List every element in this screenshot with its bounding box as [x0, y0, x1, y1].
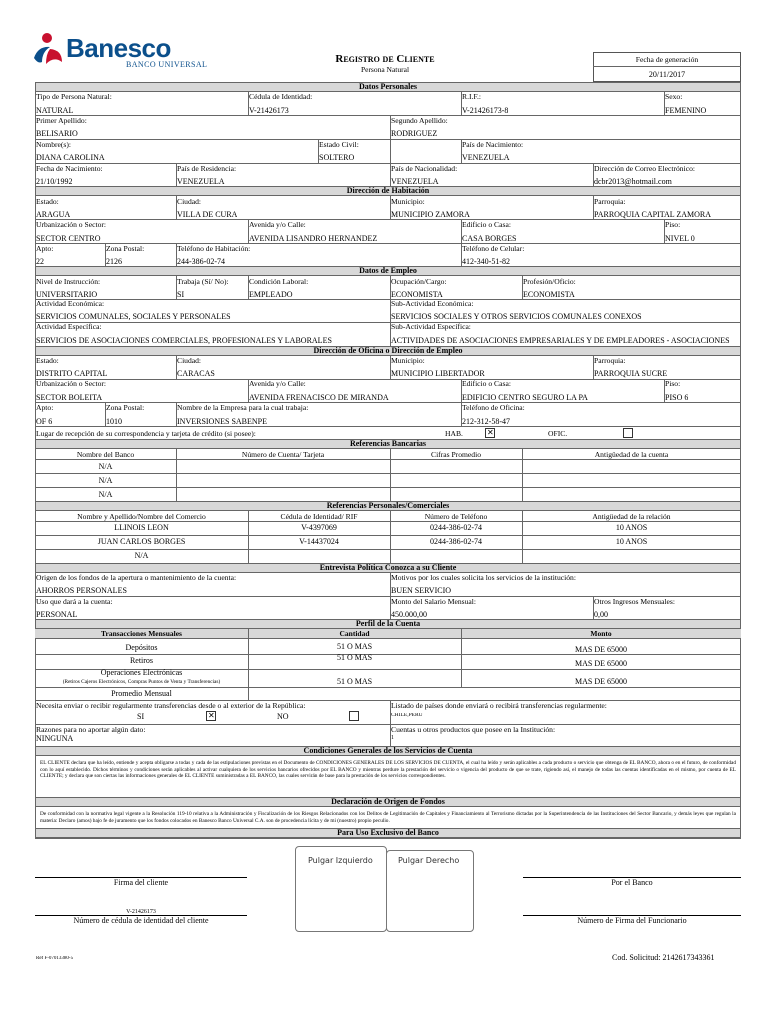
- perfil-header-monto: Monto: [590, 630, 612, 638]
- pers-ref-cell: 10 AÑOS: [615, 538, 648, 546]
- email-label: Dirección de Correo Electrónico:: [594, 165, 695, 173]
- ocupacion-label: Ocupación/Cargo:: [391, 278, 447, 286]
- especifica-label: Actividad Específica:: [36, 323, 102, 331]
- hab-municipio-label: Municipio:: [391, 198, 425, 206]
- pers-ref-cell: V-14437024: [299, 538, 339, 546]
- sexo-value: FEMENINO: [665, 107, 707, 115]
- hab-municipio-value: MUNICIPIO ZAMORA: [391, 211, 470, 219]
- hab-parroquia-value: PARROQUIA CAPITAL ZAMORA: [594, 211, 712, 219]
- recepcion-ofic-label: OFIC.: [548, 430, 568, 438]
- civil-label: Estado Civil:: [319, 141, 359, 149]
- pers-ref-header: Antigüedad de la relación: [592, 513, 671, 521]
- nombre-value: DIANA CAROLINA: [36, 154, 105, 162]
- uso-value: PERSONAL: [36, 611, 78, 619]
- ofi-tel-value: 212-312-58-47: [462, 418, 510, 426]
- razones-value: NINGUNA: [36, 735, 74, 743]
- nombre-label: Nombre(s):: [36, 141, 72, 149]
- salario-value: 450.000,00: [391, 611, 427, 619]
- pers-ref-cell: 0244-386-02-74: [430, 538, 482, 546]
- cedula-firma-label: Número de cédula de identidad del cliente: [73, 917, 209, 925]
- recepcion-hab-label: HAB.: [445, 430, 463, 438]
- banesco-logo-icon: [30, 32, 66, 72]
- perfil-header-cantidad: Cantidad: [339, 630, 370, 638]
- bank-ref-cell: N/A: [98, 477, 113, 485]
- recepcion-ofic-checkbox[interactable]: [623, 428, 633, 438]
- ofi-edificio-label: Edificio o Casa:: [462, 380, 511, 388]
- email-value: dcbr2013@hotmail.com: [594, 178, 672, 186]
- cedula-value: V-21426173: [249, 107, 289, 115]
- section-entrevista: Entrevista Política Conozca a su Cliente: [35, 563, 741, 573]
- ofi-piso-label: Piso:: [665, 380, 681, 388]
- subactividad-label: Sub-Actividad Económica:: [391, 300, 474, 308]
- hab-urb-value: SECTOR CENTRO: [36, 235, 101, 243]
- subespecifica-label: Sub-Actividad Específica:: [391, 323, 471, 331]
- section-banco: Para Uso Exclusivo del Banco: [35, 828, 741, 838]
- apellido1-label: Primer Apellido:: [36, 117, 87, 125]
- hab-tel-label: Teléfono de Habitación:: [177, 245, 251, 253]
- pers-ref-cell: 10 AÑOS: [615, 524, 648, 532]
- thumb-left-label: Pulgar Izquierdo: [308, 856, 373, 865]
- section-empleo: Datos de Empleo: [35, 266, 741, 276]
- perfil-trans-label: Depósitos: [125, 644, 158, 652]
- bank-ref-header: Número de Cuenta/ Tarjeta: [241, 451, 325, 459]
- instruccion-value: UNIVERSITARIO: [36, 291, 98, 299]
- firma-cliente-label: Firma del cliente: [113, 879, 169, 887]
- cedula-firma-value: V-21426173: [126, 909, 156, 915]
- pais-nac-label: País de Nacimiento:: [462, 141, 524, 149]
- ofi-empresa-value: INVERSIONES SABENPE: [177, 418, 268, 426]
- hab-piso-value: NIVEL 0: [665, 235, 695, 243]
- ofi-parroquia-value: PARROQUIA SUCRE: [594, 370, 668, 378]
- transferencias-no-checkbox[interactable]: [349, 711, 359, 721]
- hab-edificio-label: Edificio o Casa:: [462, 221, 511, 229]
- bank-ref-header: Antigüedad de la cuenta: [594, 451, 669, 459]
- ofi-apto-value: OF 6: [36, 418, 53, 426]
- transferencias-label: Necesita enviar o recibir regularmente transferencias desde o al exterior de la República:: [36, 702, 306, 710]
- hab-parroquia-label: Parroquia:: [594, 198, 626, 206]
- section-personales: Referencias Personales/Comerciales: [35, 501, 741, 511]
- tipo-label: Tipo de Persona Natural:: [36, 93, 112, 101]
- generation-date-label: Fecha de generación: [635, 56, 699, 64]
- hab-zona-label: Zona Postal:: [106, 245, 145, 253]
- apellido2-label: Segundo Apellido:: [391, 117, 448, 125]
- ocupacion-value: ECONOMISTA: [391, 291, 443, 299]
- transferencias-no-label: NO: [277, 713, 289, 721]
- tipo-value: NATURAL: [36, 107, 74, 115]
- ofi-urb-label: Urbanización o Sector:: [36, 380, 107, 388]
- razones-label: Razones para no aportar algún dato:: [36, 726, 146, 734]
- recepcion-hab-checkbox[interactable]: [485, 428, 495, 438]
- section-perfil: Perfil de la Cuenta: [35, 619, 741, 629]
- pers-ref-cell: N/A: [134, 552, 149, 560]
- perfil-monto: MÁS DE 65000: [574, 678, 627, 686]
- firma-funcionario-label: Número de Firma del Funcionario: [577, 917, 687, 925]
- section-habitacion: Dirección de Habitación: [35, 186, 741, 196]
- salario-label: Monto del Salario Mensual:: [391, 598, 476, 606]
- civil-value: SOLTERO: [319, 154, 355, 162]
- perfil-cantidad: 51 O MÁS: [336, 643, 373, 651]
- pers-ref-cell: 0244-386-02-74: [430, 524, 482, 532]
- checkbox-mark-icon: ✕: [487, 428, 494, 437]
- hab-edificio-value: CASA BORGES: [462, 235, 517, 243]
- ofi-zona-value: 1010: [106, 418, 122, 426]
- bank-ref-header: Nombre del Banco: [76, 451, 135, 459]
- brand-tagline: BANCO UNIVERSAL: [126, 61, 208, 69]
- ofi-estado-label: Estado:: [36, 357, 59, 365]
- pers-ref-cell: JUAN CARLOS BORGES: [97, 538, 186, 546]
- cuentas-value: 1: [391, 735, 394, 741]
- otros-ingresos-label: Otros Ingresos Mensuales:: [594, 598, 675, 606]
- hab-apto-value: 22: [36, 258, 44, 266]
- perfil-header-trans: Transacciones Mensuales: [101, 630, 182, 638]
- pais-res-label: País de Residencia:: [177, 165, 237, 173]
- ofi-municipio-label: Municipio:: [391, 357, 425, 365]
- nacionalidad-value: VENEZUELA: [391, 178, 439, 186]
- hab-estado-value: ARAGUA: [36, 211, 71, 219]
- subactividad-value: SERVICIOS SOCIALES Y OTROS SERVICIOS COMUNALES CONEXOS: [391, 313, 642, 321]
- paises-value: CHILE,PERU: [391, 713, 423, 718]
- ref-code: Ref F-07013380-5: [36, 956, 74, 961]
- hab-piso-label: Piso:: [665, 221, 681, 229]
- hab-estado-label: Estado:: [36, 198, 59, 206]
- bank-ref-cell: N/A: [98, 463, 113, 471]
- pais-res-value: VENEZUELA: [177, 178, 225, 186]
- checkbox-mark-icon: ✕: [208, 711, 215, 720]
- generation-date-value: 20/11/2017: [648, 71, 686, 79]
- rif-label: R.I.F.:: [462, 93, 482, 101]
- perfil-cantidad: 51 O MÁS: [336, 654, 373, 662]
- origen-label: Origen de los fondos de la apertura o mantenimiento de la cuenta:: [36, 574, 237, 582]
- actividad-value: SERVICIOS COMUNALES, SOCIALES Y PERSONALES: [36, 313, 231, 321]
- bank-ref-cell: N/A: [98, 491, 113, 499]
- section-bancarias: Referencias Bancarias: [35, 439, 741, 449]
- hab-zona-value: 2126: [106, 258, 122, 266]
- hab-tel-value: 244-386-02-74: [177, 258, 225, 266]
- pers-ref-cell: LLINOIS LEON: [114, 524, 169, 532]
- hab-cel-label: Teléfono de Celular:: [462, 245, 525, 253]
- origen-value: AHORROS PERSONALES: [36, 587, 127, 595]
- sexo-label: Sexo:: [665, 93, 683, 101]
- rif-value: V-21426173-8: [462, 107, 509, 115]
- hab-ciudad-label: Ciudad:: [177, 198, 202, 206]
- subespecifica-value: ACTIVIDADES DE ASOCIACIONES EMPRESARIALES Y DE EMPLEADORES - ASOCIACIONES: [391, 337, 730, 345]
- apellido1-value: BELISARIO: [36, 130, 78, 138]
- perfil-monto: MÁS DE 65000: [574, 646, 627, 654]
- pais-nac-value: VENEZUELA: [462, 154, 510, 162]
- ofi-apto-label: Apto:: [36, 404, 54, 412]
- ofi-tel-label: Teléfono de Oficina:: [462, 404, 525, 412]
- ofi-municipio-value: MUNICIPIO LIBERTADOR: [391, 370, 485, 378]
- profesion-value: ECONOMISTA: [523, 291, 575, 299]
- apellido2-value: RODRIGUEZ: [391, 130, 438, 138]
- ofi-avenida-label: Avenida y/o Calle:: [249, 380, 306, 388]
- condiciones-text: EL CLIENTE declara que ha leído, entiende y acepta obligarse a todas y cada de las estipulaciones previstas en el Documento de CONDICIONES GENERALES DE LOS SERVICIOS DE CUENTA, el cual ha leído y serán aplicables a cada producto o servicio que obtenga de EL BANCO, ahora o en el futuro, de conformidad con lo aquí establecido. Dichos términos y condiciones serán aplicables al activar cualquiera de los servicios bancarios ofrecidos por EL BANCO y mientras perdure la prestación del servicio o vigencia del producto de que se trate, rigiendo así, el manejo de todas las cuentas identificadas en el mismo, por cuenta de EL CLIENTE; y declara que son ciertas las informaciones generales de EL CLIENTE suministradas a EL BANCO, las cuales servirán de base para la prestación de los servicios correspondientes.: [40, 760, 736, 780]
- ofi-zona-label: Zona Postal:: [106, 404, 145, 412]
- ofi-piso-value: PISO 6: [665, 394, 689, 402]
- section-personal: Datos Personales: [35, 82, 741, 92]
- ofi-estado-value: DISTRITO CAPITAL: [36, 370, 108, 378]
- hab-cel-value: 412-340-51-82: [462, 258, 510, 266]
- bank-ref-header: Cifras Promedio: [431, 451, 481, 459]
- trabaja-value: SI: [177, 291, 185, 299]
- fecha-nac-value: 21/10/1992: [36, 178, 73, 186]
- perfil-monto: MÁS DE 65000: [574, 660, 627, 668]
- section-declaracion: Declaración de Origen de Fondos: [35, 797, 741, 807]
- transferencias-si-checkbox[interactable]: [206, 711, 216, 721]
- cuentas-label: Cuentas u otros productos que posee en la Institución:: [391, 726, 556, 734]
- otros-ingresos-value: 0,00: [594, 611, 608, 619]
- condicion-label: Condición Laboral:: [249, 278, 309, 286]
- uso-label: Uso que dará a la cuenta:: [36, 598, 113, 606]
- thumb-right-label: Pulgar Derecho: [398, 856, 460, 865]
- cedula-label: Cédula de Identidad:: [249, 93, 313, 101]
- transferencias-si-label: SI: [137, 713, 145, 721]
- actividad-label: Actividad Económica:: [36, 300, 105, 308]
- pers-ref-header: Número de Teléfono: [424, 513, 488, 521]
- profesion-label: Profesión/Oficio:: [523, 278, 576, 286]
- condicion-value: EMPLEADO: [249, 291, 293, 299]
- ofi-parroquia-label: Parroquia:: [594, 357, 626, 365]
- hab-avenida-value: AVENIDA LISANDRO HERNANDEZ: [249, 235, 378, 243]
- por-el-banco-label: Por el Banco: [611, 879, 653, 887]
- motivos-value: BUEN SERVICIO: [391, 587, 452, 595]
- recepcion-label: Lugar de recepción de su correspondencia y tarjeta de crédito (si posee):: [36, 430, 256, 438]
- trabaja-label: Trabaja (Sí/ No):: [177, 278, 229, 286]
- brand-name: Banesco: [66, 35, 171, 61]
- pers-ref-header: Nombre y Apellido/Nombre del Comercio: [77, 513, 206, 521]
- hab-avenida-label: Avenida y/o Calle:: [249, 221, 306, 229]
- perfil-trans-label: Retiros: [129, 657, 154, 665]
- ofi-empresa-label: Nombre de la Empresa para la cual trabaja:: [177, 404, 309, 412]
- ops-note: (Retiros Cajeros Electrónicos, Compras Puntos de Venta y Transferencias): [62, 679, 221, 685]
- solicitud-code: Cod. Solicitud: 2142617343361: [612, 954, 715, 962]
- ofi-avenida-value: AVENIDA FRENACISCO DE MIRANDA: [249, 394, 389, 402]
- page-subtitle: Persona Natural: [360, 66, 410, 74]
- hab-apto-label: Apto:: [36, 245, 54, 253]
- declaracion-text: De conformidad con la normativa legal vigente a la Resolución 119-10 relativa a la Administración y Fiscalización de los Riesgos Relacionados con los Delitos de Legitimación de Capitales y Financiamiento al Terrorismo dictadas por la Superintendencia de las Instituciones del Sector Bancario, y demás leyes que regulan la materia: Declaro (amos) bajo fe de juramento que los fondos colocados en Banesco Banco Universal C.A. son de procedencia lícita y de mi (nuestro) propio peculio.: [40, 811, 736, 824]
- section-oficina: Dirección de Oficina o Dirección de Empleo: [35, 346, 741, 356]
- perfil-cantidad: 51 O MÁS: [336, 678, 373, 686]
- ofi-ciudad-label: Ciudad:: [177, 357, 202, 365]
- pers-ref-header: Cédula de Identidad/ RIF: [280, 513, 358, 521]
- page-title: Registro de Cliente: [335, 54, 435, 65]
- hab-urb-label: Urbanización o Sector:: [36, 221, 107, 229]
- instruccion-label: Nivel de Instrucción:: [36, 278, 101, 286]
- especifica-value: SERVICIOS DE ASOCIACIONES COMERCIALES, PROFESIONALES Y LABORALES: [36, 337, 332, 345]
- motivos-label: Motivos por los cuales solicita los servicios de la institución:: [391, 574, 576, 582]
- ofi-edificio-value: EDIFICIO CENTRO SEGURO LA PA: [462, 394, 588, 402]
- perfil-trans-label: Operaciones Electrónicas: [100, 669, 183, 677]
- ofi-urb-value: SECTOR BOLEITA: [36, 394, 103, 402]
- ofi-ciudad-value: CARACAS: [177, 370, 215, 378]
- paises-label: Listado de países donde enviará o recibirá transferencias regularmente:: [391, 702, 607, 710]
- fecha-nac-label: Fecha de Nacimiento:: [36, 165, 103, 173]
- section-condiciones: Condiciones Generales de los Servicios de Cuenta: [35, 746, 741, 756]
- nacionalidad-label: País de Nacionalidad:: [391, 165, 458, 173]
- pers-ref-cell: V-4397069: [301, 524, 337, 532]
- promedio-label: Promedio Mensual: [111, 690, 172, 698]
- hab-ciudad-value: VILLA DE CURA: [177, 211, 238, 219]
